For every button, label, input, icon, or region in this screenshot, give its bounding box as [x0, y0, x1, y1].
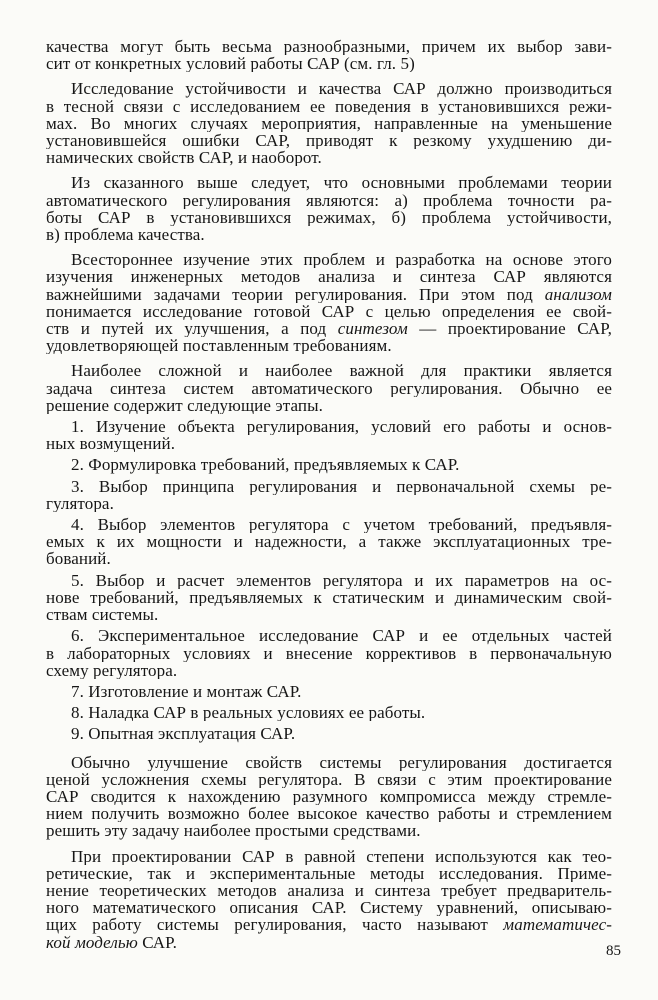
text-line: При проектировании САР в равной степени используются как тео-	[71, 847, 612, 865]
text-line: мах. Во многих случаях мероприятия, направленные на уменьшение	[46, 114, 612, 133]
emphasis-term-mathematical: математичес-	[503, 916, 612, 934]
text-line: емых к их мощности и надежности, а также эксплуатационных тре-	[46, 533, 612, 551]
text-line: в) проблема качества.	[46, 226, 205, 244]
text-line: удовлетворяющей поставленным требованиям.	[46, 337, 392, 355]
list-item-step-1	[46, 418, 612, 452]
text-line: 9. Опытная эксплуатация САР.	[71, 725, 296, 743]
text-line: ного математического описания САР. Систему уравнений, описываю-	[46, 899, 612, 917]
text-line: решить эту задачу наиболее простыми средствами.	[46, 822, 421, 840]
paragraph-synthesis-task	[46, 362, 612, 414]
list-item-step-4	[46, 516, 612, 568]
text-line: боты САР в установившихся режимах, б) проблема устойчивости,	[46, 208, 612, 227]
text-line: в тесной связи с исследованием ее поведения в установившихся режи-	[46, 97, 612, 115]
text-line	[46, 286, 612, 303]
text-line: 5. Выбор и расчет элементов регулятора и их параметров на ос-	[71, 571, 612, 589]
page-number: 85	[606, 943, 621, 959]
text-line: ценой усложнения схемы регулятора. В связи с этим проектирование	[46, 770, 612, 788]
text-line: 2. Формулировка требований, предъявляемых к САР.	[71, 456, 460, 474]
text-line	[46, 934, 612, 951]
text-line: в лабораторных условиях и внесение коррективов в первоначальную	[46, 644, 612, 662]
list-item-step-3	[46, 478, 612, 512]
text-line: бований.	[46, 550, 111, 568]
list-item-step-7	[46, 683, 612, 700]
paragraph-stability-study	[46, 80, 612, 166]
paragraph-mathematical-model	[46, 848, 612, 951]
text-line: нение теоретических методов анализа и синтеза требует предваритель-	[46, 881, 612, 900]
text-line: решение содержит следующие этапы.	[46, 396, 323, 415]
list-item-step-8	[46, 704, 612, 721]
text-line: 8. Наладка САР в реальных условиях ее работы.	[71, 704, 426, 722]
text-fragment: важнейшими задачами теории регулирования. При этом под	[46, 285, 545, 303]
text-line: 1. Изучение объекта регулирования, условий его работы и основ-	[71, 418, 612, 436]
text-line: САР сводится к нахождению разумного компромисса между стремле-	[46, 787, 612, 806]
text-line: Обычно улучшение свойств системы регулирования достигается	[71, 753, 612, 771]
emphasis-term-synthesis: синтезом	[337, 320, 408, 338]
text-line: гулятора.	[46, 494, 114, 513]
text-line: Всестороннее изучение этих проблем и разработка на основе этого	[71, 251, 612, 269]
text-line: схему регулятора.	[46, 661, 178, 679]
text-line: ствам системы.	[46, 606, 159, 624]
text-line	[46, 916, 612, 933]
text-line: задача синтеза систем автоматического регулирования. Обычно ее	[46, 379, 612, 397]
text-line: 3. Выбор принципа регулирования и первоначальной схемы ре-	[71, 477, 612, 495]
text-line	[46, 320, 612, 337]
text-line: понимается исследование готовой САР с целью определения ее свой-	[46, 302, 612, 321]
paragraph-quality-choice	[46, 38, 612, 72]
text-line: установившейся ошибки САР, приводят к резкому ухудшению ди-	[46, 132, 612, 150]
text-line: качества могут быть весьма разнообразными, причем их выбор зави-	[46, 38, 612, 56]
text-line: 7. Изготовление и монтаж САР.	[71, 682, 302, 701]
text-line: ретические, так и экспериментальные методы исследования. Приме-	[46, 864, 612, 882]
list-item-step-6	[46, 627, 612, 679]
list-item-step-5	[46, 572, 612, 624]
text-line: 6. Экспериментальное исследование САР и ее отдельных частей	[71, 627, 612, 645]
text-line: намических свойств САР, и наоборот.	[46, 149, 322, 167]
text-line: автоматического регулирования являются: а) проблема точности ра-	[46, 191, 612, 209]
text-line: нием получить возможно более высокое качество работы и стремлением	[46, 805, 612, 823]
text-line: Наиболее сложной и наиболее важной для практики является	[71, 362, 612, 380]
text-line: Исследование устойчивости и качества САР должно производиться	[71, 80, 612, 98]
text-line: нове требований, предъявляемых к статическим и динамическим свой-	[46, 588, 612, 607]
paragraph-compromise	[46, 754, 612, 840]
text-fragment: — проектирование САР,	[407, 320, 612, 338]
text-line: сит от конкретных условий работы САР (см. гл. 5)	[46, 55, 415, 73]
text-fragment: ств и путей их улучшения, а под	[46, 320, 338, 338]
emphasis-term-analysis: анализом	[544, 285, 612, 303]
list-item-step-9	[46, 725, 612, 742]
text-line: Из сказанного выше следует, что основными проблемами теории	[71, 174, 612, 192]
text-fragment: щих работу системы регулирования, часто называют	[46, 916, 504, 934]
book-page	[46, 38, 612, 988]
paragraph-main-problems	[46, 174, 612, 243]
text-line: 4. Выбор элементов регулятора с учетом требований, предъявля-	[71, 516, 612, 534]
text-fragment: САР.	[137, 933, 177, 951]
text-line: изучения инженерных методов анализа и синтеза САР являются	[46, 268, 612, 286]
text-line: ных возмущений.	[46, 435, 176, 453]
paragraph-analysis-synthesis	[46, 251, 612, 354]
emphasis-term-model: кой моделью	[46, 933, 138, 951]
list-item-step-2	[46, 456, 612, 473]
